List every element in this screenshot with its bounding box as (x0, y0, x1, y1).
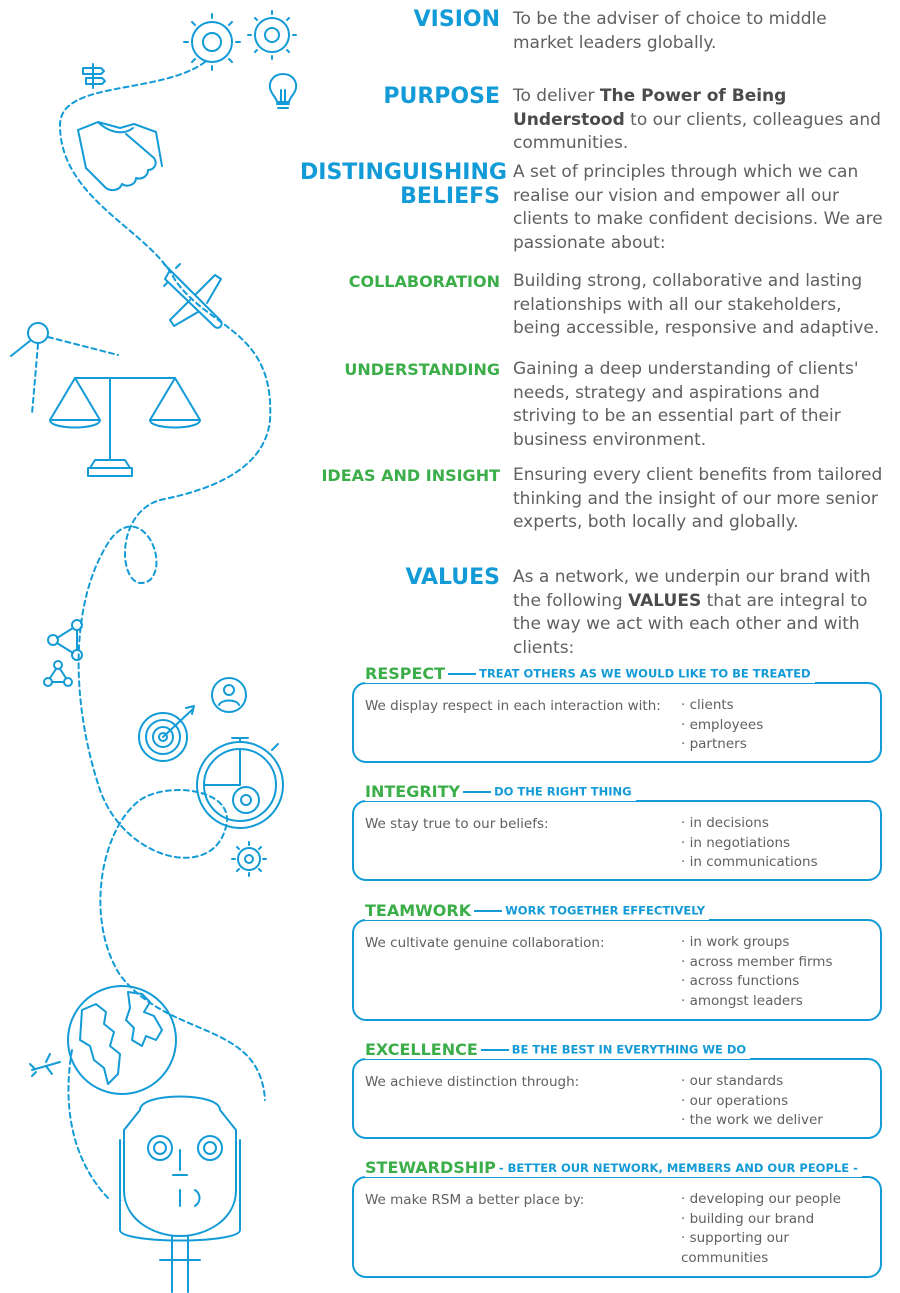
collaboration-section (300, 270, 890, 341)
value-description: We achieve distinction through: (365, 1074, 580, 1090)
understanding-text: Gaining a deep understanding of clients' needs, strategy and aspirations and striving to be an essential part of their business environment. (513, 359, 859, 450)
list-item: · across functions (681, 972, 832, 992)
handshake-icon (78, 122, 162, 190)
signpost-icon (83, 64, 105, 88)
binocular-viewer-icon (120, 1097, 240, 1293)
value-list (681, 933, 832, 1011)
list-item: · in work groups (681, 933, 832, 953)
list-item: · our operations (681, 1092, 823, 1112)
magnifier-icon (11, 323, 118, 414)
list-item: · partners (681, 735, 763, 755)
ideas-section (300, 464, 890, 535)
stopwatch-icon (197, 738, 283, 828)
value-list (681, 1072, 823, 1131)
list-item: · in decisions (681, 814, 818, 834)
list-item: · clients (681, 696, 763, 716)
list-item: · employees (681, 716, 763, 736)
network-icon (44, 620, 82, 686)
value-box-teamwork (352, 901, 882, 1021)
values-label: VALUES (405, 565, 500, 590)
list-item: · our standards (681, 1072, 823, 1092)
small-plane-icon (30, 1054, 60, 1076)
ideas-label: IDEAS AND INSIGHT (321, 466, 500, 485)
journey-path-2 (68, 1050, 110, 1200)
understanding-section (300, 358, 890, 452)
beliefs-label: DISTINGUISHING BELIEFS (300, 160, 507, 209)
scales-icon (50, 378, 200, 476)
journey-path (60, 62, 270, 1100)
purpose-label: PURPOSE (383, 84, 500, 109)
value-name: TEAMWORK (365, 901, 472, 920)
list-item: · in communications (681, 853, 818, 873)
user-icon (212, 678, 246, 712)
value-description: We display respect in each interaction with: (365, 698, 661, 714)
value-tagline: - BETTER OUR NETWORK, MEMBERS AND OUR PEOPLE - (498, 1160, 858, 1175)
value-description: We make RSM a better place by: (365, 1192, 585, 1208)
list-item: · the work we deliver (681, 1111, 823, 1131)
value-tagline: TREAT OTHERS AS WE WOULD LIKE TO BE TREATED (479, 666, 811, 681)
value-tagline: WORK TOGETHER EFFECTIVELY (505, 903, 706, 918)
value-name: RESPECT (365, 664, 446, 683)
purpose-section (300, 85, 890, 156)
journey-illustration (0, 0, 300, 1293)
airplane-icon (164, 264, 222, 328)
globe-icon (68, 986, 176, 1094)
list-item: · developing our people (681, 1190, 851, 1210)
lightbulb-icon (270, 74, 296, 108)
target-icon (139, 706, 194, 761)
ideas-text: Ensuring every client benefits from tailored thinking and the insight of our more senior experts, both locally and globally. (513, 465, 883, 532)
value-list (681, 696, 763, 755)
value-description: We cultivate genuine collaboration: (365, 935, 605, 951)
beliefs-section (300, 161, 890, 255)
list-item: · across member firms (681, 953, 832, 973)
list-item: · building our brand (681, 1210, 851, 1230)
value-list (681, 814, 818, 873)
list-item: · supporting our communities (681, 1229, 851, 1268)
value-box-stewardship (352, 1158, 882, 1278)
understanding-label: UNDERSTANDING (344, 360, 500, 379)
value-box-excellence (352, 1040, 882, 1139)
value-name: STEWARDSHIP (365, 1158, 496, 1177)
purpose-text: To deliver The Power of Being Understood to our clients, colleagues and communities. (513, 86, 881, 153)
gear-icon (184, 11, 296, 70)
collaboration-text: Building strong, collaborative and lasting relationships with all our stakeholders, being accessible, responsive and adaptive. (513, 271, 880, 338)
list-item: · in negotiations (681, 834, 818, 854)
value-box-integrity (352, 782, 882, 881)
list-item: · amongst leaders (681, 992, 832, 1012)
value-name: INTEGRITY (365, 782, 461, 801)
collaboration-label: COLLABORATION (348, 272, 500, 291)
vision-section (300, 8, 890, 55)
beliefs-text: A set of principles through which we can realise our vision and empower all our clients to make confident decisions. We are passionate about: (513, 162, 883, 253)
value-list (681, 1190, 851, 1268)
value-box-respect (352, 664, 882, 763)
value-tagline: BE THE BEST IN EVERYTHING WE DO (511, 1042, 747, 1057)
value-description: We stay true to our beliefs: (365, 816, 549, 832)
value-name: EXCELLENCE (365, 1040, 478, 1059)
gear-icon (232, 842, 266, 876)
values-intro-section (300, 566, 890, 660)
values-intro-text: As a network, we underpin our brand with the following VALUES that are integral to the way we act with each other and with clients: (513, 567, 871, 658)
vision-label: VISION (413, 7, 500, 32)
value-tagline: DO THE RIGHT THING (494, 784, 632, 799)
vision-text: To be the adviser of choice to middle market leaders globally. (513, 9, 827, 53)
